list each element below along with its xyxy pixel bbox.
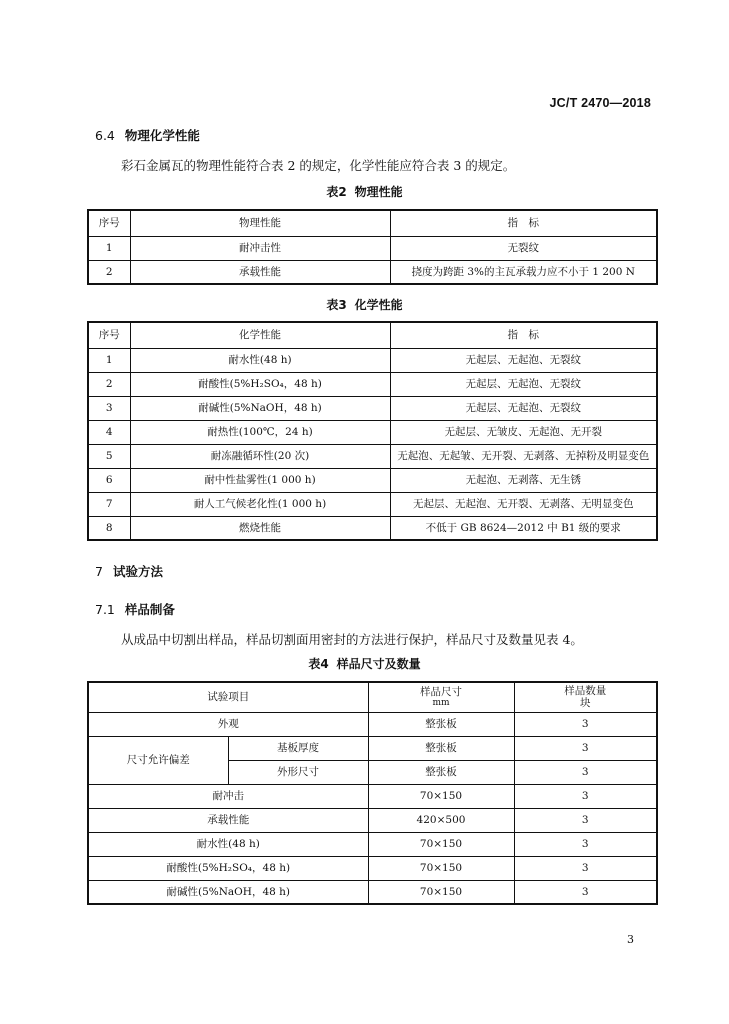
table-cell: 挠度为跨距 3%的主瓦承载力应不小于 1 200 N [390, 260, 657, 284]
table3 [87, 321, 658, 541]
table-cell: 3 [514, 808, 657, 832]
table-row [88, 444, 657, 468]
table-cell: 外形尺寸 [228, 760, 368, 784]
table-row [88, 468, 657, 492]
table-title: 物理性能 [354, 185, 403, 199]
table-cell: 无起层、无起泡、无裂纹 [390, 348, 657, 372]
header-cell: 序号 [88, 322, 130, 348]
table-cell: 耐热性(100℃，24 h) [130, 420, 390, 444]
table-cell: 耐水性(48 h) [88, 832, 368, 856]
table-cell: 70×150 [368, 880, 514, 904]
table-cell: 耐碱性(5%NaOH，48 h) [130, 396, 390, 420]
table-cell: 1 [88, 348, 130, 372]
table-cell: 耐酸性(5%H₂SO₄，48 h) [130, 372, 390, 396]
header-cell: 化学性能 [130, 322, 390, 348]
table-header-row [88, 210, 657, 236]
table-cell: 3 [88, 396, 130, 420]
table-cell: 2 [88, 372, 130, 396]
table-row [88, 372, 657, 396]
table-row [88, 880, 657, 904]
table-cell: 3 [514, 736, 657, 760]
table-cell: 耐冲击 [88, 784, 368, 808]
header-cell [514, 682, 657, 712]
table-title: 化学性能 [354, 298, 403, 312]
table-cell: 耐冻融循环性(20 次) [130, 444, 390, 468]
table-cell: 1 [88, 236, 130, 260]
table-cell: 耐冲击性 [130, 236, 390, 260]
header-cell [368, 682, 514, 712]
table-header-row [88, 682, 657, 712]
table-cell: 8 [88, 516, 130, 540]
size-header-unit: mm [432, 698, 450, 709]
table-cell: 6 [88, 468, 130, 492]
table-cell: 燃烧性能 [130, 516, 390, 540]
table-cell: 承载性能 [88, 808, 368, 832]
table-label: 表2 [326, 185, 347, 199]
table-cell: 耐中性盐雾性(1 000 h) [130, 468, 390, 492]
table-cell: 无起泡、无剥落、无生锈 [390, 468, 657, 492]
table-row [88, 420, 657, 444]
table-cell: 耐碱性(5%NaOH，48 h) [88, 880, 368, 904]
table-row [88, 784, 657, 808]
table-row [88, 516, 657, 540]
table-row [88, 492, 657, 516]
table-label: 表3 [326, 298, 347, 312]
table2-caption [0, 183, 729, 200]
section-number: 7.1 [95, 602, 115, 617]
table-cell: 5 [88, 444, 130, 468]
header-cell: 指 标 [390, 210, 657, 236]
table-cell: 3 [514, 712, 657, 736]
qty-header-unit: 块 [580, 697, 591, 710]
table-cell: 整张板 [368, 760, 514, 784]
table-row [88, 856, 657, 880]
page-number: 3 [627, 933, 634, 946]
section-title: 物理化学性能 [124, 128, 200, 143]
table-row [88, 236, 657, 260]
section-number: 7 [95, 564, 103, 579]
table-row [88, 396, 657, 420]
table-cell: 整张板 [368, 712, 514, 736]
section-7-1-paragraph: 从成品中切割出样品，样品切割面用密封的方法进行保护，样品尺寸及数量见表 4。 [121, 632, 583, 647]
table4-caption [0, 655, 729, 672]
section-number: 6.4 [95, 128, 115, 143]
table-row [88, 712, 657, 736]
table-cell: 无起层、无起泡、无开裂、无剥落、无明显变色 [390, 492, 657, 516]
table-cell: 3 [514, 760, 657, 784]
table-cell: 4 [88, 420, 130, 444]
table-row [88, 808, 657, 832]
table-header-row [88, 322, 657, 348]
table-cell: 尺寸允许偏差 [88, 736, 228, 784]
table-cell: 3 [514, 856, 657, 880]
table-row [88, 348, 657, 372]
table-cell: 无裂纹 [390, 236, 657, 260]
table-cell: 无起泡、无起皱、无开裂、无剥落、无掉粉及明显变色 [390, 444, 657, 468]
table-row [88, 260, 657, 284]
table-label: 表4 [308, 657, 329, 671]
section-6-4-heading [95, 126, 200, 144]
header-cell: 试验项目 [88, 682, 368, 712]
section-title: 试验方法 [112, 564, 163, 579]
standard-code: JC/T 2470—2018 [549, 96, 651, 110]
table-cell: 70×150 [368, 832, 514, 856]
header-cell: 序号 [88, 210, 130, 236]
table2 [87, 209, 658, 285]
table-cell: 7 [88, 492, 130, 516]
table3-caption [0, 296, 729, 313]
table-cell: 2 [88, 260, 130, 284]
section-6-4-paragraph: 彩石金属瓦的物理性能符合表 2 的规定，化学性能应符合表 3 的规定。 [121, 158, 516, 173]
table-cell: 3 [514, 784, 657, 808]
header-cell: 物理性能 [130, 210, 390, 236]
table-cell: 70×150 [368, 856, 514, 880]
table-cell: 外观 [88, 712, 368, 736]
table-cell: 耐水性(48 h) [130, 348, 390, 372]
table-title: 样品尺寸及数量 [336, 657, 421, 671]
section-7-1-heading [95, 600, 175, 618]
section-title: 样品制备 [124, 602, 175, 617]
table-cell: 不低于 GB 8624—2012 中 B1 级的要求 [390, 516, 657, 540]
size-header-label: 样品尺寸 [420, 686, 462, 699]
table-cell: 70×150 [368, 784, 514, 808]
table-cell: 3 [514, 880, 657, 904]
table-cell: 无起层、无皱皮、无起泡、无开裂 [390, 420, 657, 444]
header-cell: 指 标 [390, 322, 657, 348]
qty-header-label: 样品数量 [564, 685, 607, 698]
table-cell: 无起层、无起泡、无裂纹 [390, 372, 657, 396]
section-7-heading [95, 562, 163, 580]
table-cell: 基板厚度 [228, 736, 368, 760]
table-cell: 耐酸性(5%H₂SO₄，48 h) [88, 856, 368, 880]
table-row [88, 832, 657, 856]
table-cell: 耐人工气候老化性(1 000 h) [130, 492, 390, 516]
table-cell: 承载性能 [130, 260, 390, 284]
table-cell: 420×500 [368, 808, 514, 832]
table-cell: 整张板 [368, 736, 514, 760]
table4 [87, 681, 658, 905]
table-row [88, 736, 657, 760]
table-cell: 无起层、无起泡、无裂纹 [390, 396, 657, 420]
table-cell: 3 [514, 832, 657, 856]
